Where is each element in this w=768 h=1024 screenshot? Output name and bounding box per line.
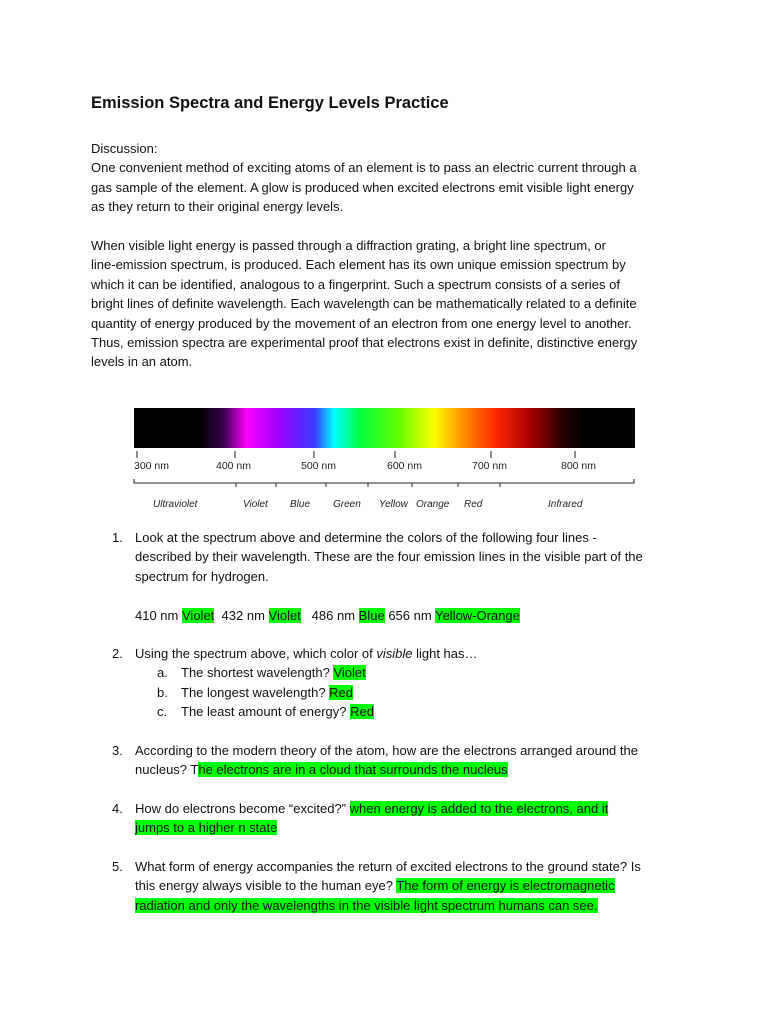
answer-highlight: Yellow-Orange [435,607,520,623]
discussion-section [91,139,691,217]
page-title: Emission Spectra and Energy Levels Practice [91,94,449,112]
answer-highlight: jumps to a higher n state [135,820,278,836]
answer-highlight: Red [329,684,354,700]
answer-highlight: radiation and only the wavelengths in the visible light spectrum humans can see. [135,897,598,913]
para2-line: levels in an atom. [91,354,193,370]
question-text: Look at the spectrum above and determine the colors of the following four lines - [135,530,597,545]
tick-label: 300 nm [134,460,170,472]
para2-line: bright lines of definite wavelength. Each wavelength can be mathematically related to a definite [91,296,637,312]
tick-label: 600 nm [387,460,423,472]
answer-highlight: Violet [182,607,215,623]
question-text: Using the spectrum above, which color of visible light has… [135,646,478,661]
answer-highlight: when energy is added to the electrons, and it [349,801,609,816]
answer-highlight: he electrons are in a cloud that surrounds the nucleus [198,762,508,778]
question-text: According to the modern theory of the atom, how are the electrons arranged around the [135,743,638,758]
paragraph-2 [91,236,691,372]
question-text: described by their wavelength. These are the four emission lines in the visible part of the [135,549,643,565]
sub-question: c. The least amount of energy? Red [157,704,374,720]
spectrum-bar [134,408,635,448]
tick-label: 800 nm [561,460,597,472]
region-label: Yellow [379,499,408,510]
wavelength: 410 nm [135,607,179,623]
spectrum-figure [128,403,640,515]
region-label: Orange [416,499,450,510]
wavelength: 432 nm [221,607,265,623]
answer-highlight: The form of energy is electromagnetic [396,878,615,894]
region-label: Blue [290,499,311,510]
wavelength: 656 nm [388,607,432,623]
wavelength: 486 nm [311,607,356,623]
tick-label: 400 nm [216,460,252,472]
region-label: Red [464,499,483,510]
question-number: 4. [112,801,123,816]
question-text: How do electrons become “excited?” when energy is added to the electrons, and it [135,801,609,816]
region-label: Infrared [548,499,583,510]
question-text: nucleus? The electrons are in a cloud that surrounds the nucleus [135,762,508,778]
region-label: Violet [243,499,268,510]
question-text: spectrum for hydrogen. [135,568,269,584]
para2-line: When visible light energy is passed through a diffraction grating, a bright line spectrum, or [91,238,606,253]
question-text: What form of energy accompanies the return of excited electrons to the ground state? Is [135,859,641,874]
question-number: 2. [112,646,123,661]
answer-highlight: Violet [333,665,366,681]
question-number: 1. [112,530,123,545]
answer-highlight: Blue [358,607,385,623]
para2-line: Thus, emission spectra are experimental proof that electrons exist in definite, distinctive energy [91,335,638,351]
para1-line: as they return to their original energy levels. [91,199,344,215]
answer-highlight: Red [350,704,374,720]
para2-line: line-emission spectrum, is produced. Each element has its own unique emission spectrum by [91,257,626,273]
para2-line: which it can be identified, analogous to a fingerprint. Such a spectrum consists of a series of [91,276,620,292]
q1-answer-line [135,606,695,625]
answer-line [135,818,695,837]
answer-highlight: Violet [268,607,301,623]
tick-label: 700 nm [472,460,508,472]
region-label: Ultraviolet [153,499,198,510]
question-number: 3. [112,743,123,758]
para2-line: quantity of energy produced by the movement of an electron from one energy level to another. [91,315,632,331]
sub-question: a. The shortest wavelength? Violet [157,665,366,681]
answer-line [135,896,695,915]
region-label: Green [333,499,361,510]
para1-line: One convenient method of exciting atoms of an element is to pass an electric current through a [91,160,637,176]
sub-question: b. The longest wavelength? Red [157,684,354,700]
region-brace [134,479,634,483]
question-number: 5. [112,859,123,874]
tick-label: 500 nm [301,460,337,472]
discussion-label: Discussion: [91,141,158,156]
para1-line: gas sample of the element. A glow is produced when excited electrons emit visible light energy [91,179,634,195]
question-text: this energy always visible to the human eye? The form of energy is electromagnetic [135,878,615,894]
